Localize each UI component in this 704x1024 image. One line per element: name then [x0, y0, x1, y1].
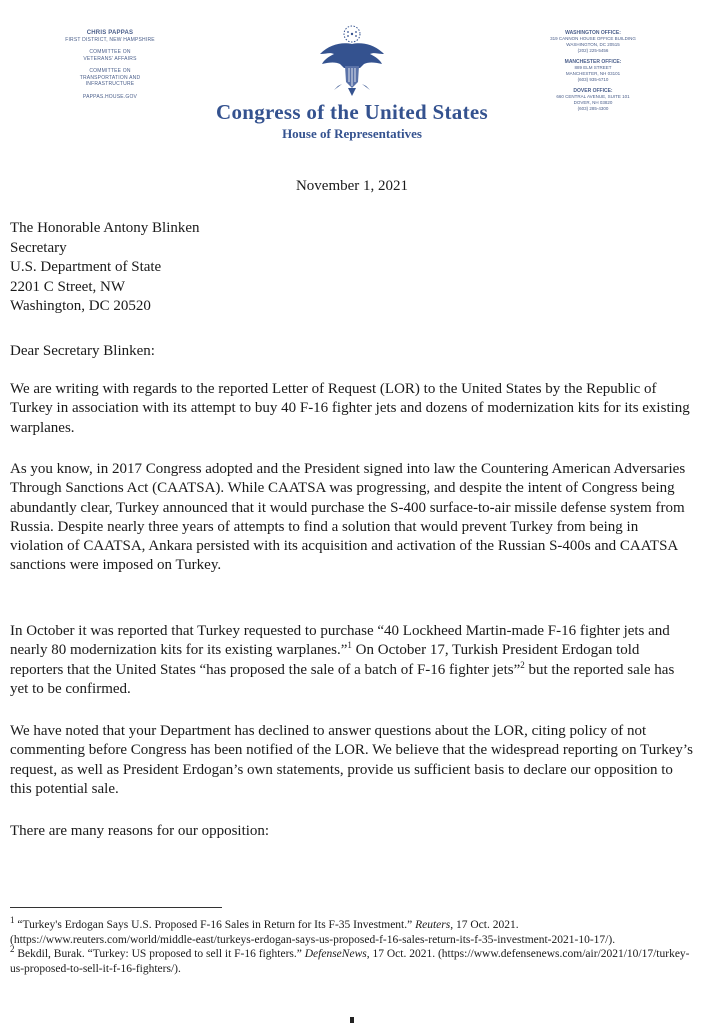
- member-district: FIRST DISTRICT, NEW HAMPSHIRE: [65, 36, 155, 43]
- paragraph-3: In October it was reported that Turkey requested to purchase “40 Lockheed Martin-made F-16 fighter jets and nearly 80 modernization kits for its existing warplanes.”$^1$ On October 17, Turkish President Erdogan told reporters that the United States “has proposed the sale of a batch of F-16 fighter jets”$^2$ but the reported sale has yet to be confirmed.: [10, 623, 675, 697]
- address-line: 2201 C Street, NW: [10, 278, 125, 295]
- committee-transportation: COMMITTEE ON TRANSPORTATION AND INFRASTRUCTURE: [79, 68, 141, 87]
- address-line: Secretary: [10, 239, 67, 256]
- footnote-divider: [10, 907, 222, 908]
- office-dover: DOVER OFFICE: 660 CENTRAL AVENUE, SUITE 101 DOVER, NH 03820 (603) 285-4300: [556, 88, 630, 111]
- footnote-2: $^2$ Bekdil, Burak. “Turkey: US proposed to sell it F-16 fighters.” DefenseNews, 17 Oct. 2021. (https://www.defensenews.com/air/2021/10/17/turkey-us-proposed-to-sell-it-f-16-fighters/).: [10, 944, 690, 975]
- letterhead-subtitle: House of Representatives: [282, 126, 422, 141]
- paragraph-2: As you know, in 2017 Congress adopted and the President signed into law the Countering American Adversaries Through Sanctions Act (CAATSA). While CAATSA was progressing, and despite the intent of Congress being abundantly clear, Turkey announced that it would purchase the S-400 surface-to-air missile defense system from Russia. Despite nearly three years of attempts to find a solution that would prevent Turkey from being in violation of CAATSA, Ankara persisted with its acquisition and activation of the Russian S-400s and CAATSA sanctions were imposed on Turkey.: [10, 461, 686, 574]
- letterhead-offices: [528, 30, 658, 117]
- member-website: PAPPAS.HOUSE.GOV: [82, 93, 138, 100]
- office-washington: WASHINGTON OFFICE: 319 CANNON HOUSE OFFICE BUILDING WASHINGTON, DC 20515 (202) 225-5456: [550, 30, 636, 53]
- footnote-1: $^1$ “Turkey's Erdogan Says U.S. Proposed F-16 Sales in Return for Its F-35 Investment.” Reuters, 17 Oct. 2021. (https://www.reuters.com/world/middle-east/turkeys-erdogan-says-us-proposed-f-16-sales-return-its-f-35-investment-2021-10-17/).: [10, 915, 616, 946]
- letter-date: November 1, 2021: [295, 178, 409, 194]
- address-line: Washington, DC 20520: [10, 298, 151, 314]
- recipient-address: [10, 219, 650, 317]
- office-manchester: MANCHESTER OFFICE: 889 ELM STREET MANCHESTER, NH 03101 (603) 935-6710: [564, 59, 622, 82]
- committee-veterans: COMMITTEE ON VETERANS' AFFAIRS: [83, 49, 137, 62]
- paragraph-1: We are writing with regards to the reported Letter of Request (LOR) to the United States by the Republic of Turkey in association with its attempt to buy 40 F-16 fighter jets and dozens of modernization kits for its existing warplanes.: [10, 381, 690, 436]
- footnotes: [10, 915, 694, 976]
- address-line: U.S. Department of State: [10, 259, 162, 275]
- page-mark: [350, 1017, 354, 1023]
- member-name: CHRIS PAPPAS: [86, 30, 134, 36]
- address-line: The Honorable Antony Blinken: [10, 220, 200, 236]
- footnote-ref-2: 2: [520, 659, 525, 670]
- paragraph-4: We have noted that your Department has declined to answer questions about the LOR, citing policy of not commenting before Congress has been notified of the LOR. We believe that the widespread reporting on Turkey’s request, as well as President Erdogan’s own statements, provide us sufficient basis to declare our opposition to this potential sale.: [10, 723, 693, 797]
- salutation: Dear Secretary Blinken:: [10, 343, 155, 359]
- great-seal-eagle-icon: [312, 24, 392, 100]
- letterhead-member-info: [40, 30, 180, 106]
- paragraph-5: There are many reasons for our opposition:: [10, 823, 270, 839]
- letterhead-title: Congress of the United States: [216, 100, 488, 124]
- footnote-ref-1: 1: [347, 640, 352, 651]
